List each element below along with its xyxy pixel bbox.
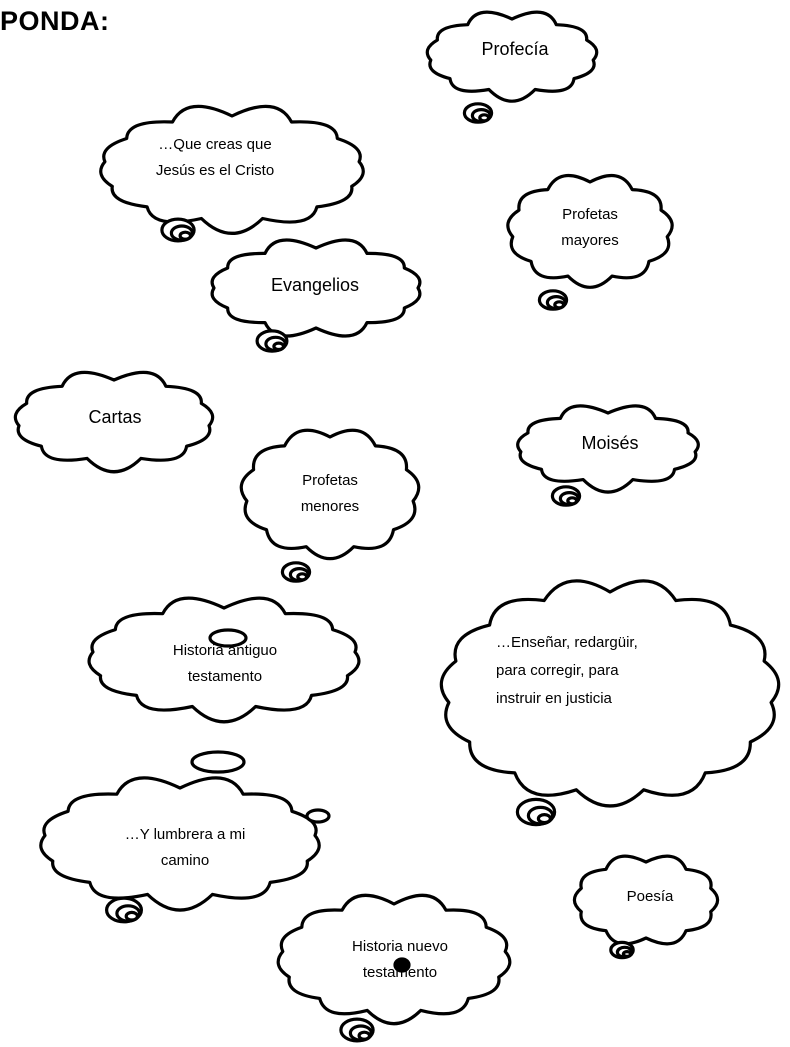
- cloud-label-que-creas: [120, 132, 310, 184]
- cloud-label-historia-antiguo: [135, 638, 315, 690]
- thought-tail-evangelios: [257, 331, 287, 351]
- cloud-line: …Y lumbrera a mi: [124, 826, 246, 843]
- cloud-line: mayores: [561, 232, 619, 249]
- cloud-label-poesia: Poesía: [626, 888, 674, 905]
- cloud-line: …Que creas que: [158, 136, 272, 153]
- cloud-label-profecia: Profecía: [481, 39, 549, 59]
- cloud-line: testamento: [187, 668, 263, 685]
- tail-circle: [180, 232, 190, 239]
- cloud-line: Jesús es el Cristo: [155, 162, 275, 179]
- thought-tail-que-creas: [162, 219, 194, 241]
- cloud-line: …Enseñar, redargüir,: [496, 634, 638, 651]
- tail-circle: [623, 952, 630, 957]
- cloud-label-historia-nuevo: [320, 934, 480, 986]
- tail-circle: [274, 343, 284, 349]
- cloud-label-ensenar: [496, 629, 736, 713]
- tail-circle: [555, 302, 564, 308]
- cloud-line: Historia nuevo: [352, 938, 448, 955]
- tail-circle: [568, 498, 577, 504]
- thought-tail-profetas-menores: [282, 563, 309, 581]
- thought-tail-lumbrera: [107, 898, 142, 922]
- cloud-line: menores: [300, 498, 360, 515]
- cloud-line: instruir en justicia: [496, 690, 612, 707]
- tail-circle: [480, 115, 489, 121]
- cloud-label-lumbrera: [95, 822, 275, 874]
- thought-tail-profetas-mayores: [539, 291, 566, 309]
- cloud-line: para corregir, para: [496, 662, 619, 679]
- cloud-line: testamento: [362, 964, 438, 981]
- tail-circle: [359, 1032, 369, 1039]
- cloud-label-cartas: Cartas: [88, 407, 142, 427]
- cloud-label-profetas-menores: [260, 468, 400, 520]
- cloud-line: camino: [160, 852, 210, 869]
- stray-oval-edge: [307, 810, 329, 822]
- tail-circle: [538, 815, 550, 823]
- tail-circle: [298, 574, 307, 580]
- page-heading: PONDA:: [0, 6, 110, 36]
- stray-oval: [192, 752, 244, 772]
- cloud-label-evangelios: Evangelios: [270, 275, 360, 295]
- thought-tail-historia-nuevo: [341, 1019, 373, 1041]
- thought-tail-ensenar: [517, 799, 554, 824]
- thought-tail-poesia: [611, 942, 633, 957]
- cloud-line: Profetas: [302, 472, 358, 489]
- thought-tail-moises: [552, 487, 579, 505]
- tail-circle: [126, 912, 137, 920]
- cloud-label-moises: Moisés: [581, 433, 639, 453]
- cloud-label-profetas-mayores: [520, 202, 660, 254]
- thought-tail-profecia: [464, 104, 491, 122]
- cloud-line: Historia antiguo: [172, 642, 278, 659]
- cloud-line: Profetas: [562, 206, 618, 223]
